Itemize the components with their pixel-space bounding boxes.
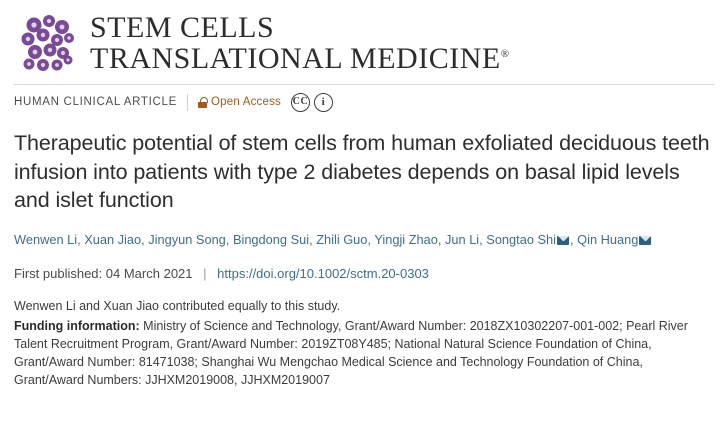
author-name[interactable]: Jingyun Song bbox=[148, 231, 226, 247]
envelope-icon[interactable] bbox=[557, 236, 569, 245]
author-name[interactable]: Qin Huang bbox=[577, 231, 639, 247]
doi-link[interactable]: https://doi.org/10.1002/sctm.20-0303 bbox=[217, 265, 429, 281]
open-access-label: Open Access bbox=[211, 96, 281, 108]
creative-commons-by-icon[interactable]: i bbox=[314, 93, 333, 112]
creative-commons-icon[interactable]: CC bbox=[291, 93, 310, 112]
journal-title-line1: STEM CELLS bbox=[90, 11, 275, 45]
author-name[interactable]: Zhili Guo bbox=[316, 231, 368, 247]
funding-information bbox=[14, 318, 714, 389]
registered-mark: ® bbox=[500, 48, 510, 60]
license-badges[interactable] bbox=[291, 93, 333, 112]
author-name[interactable]: Yingji Zhao bbox=[374, 231, 438, 247]
pub-separator: | bbox=[203, 265, 207, 281]
funding-text: Ministry of Science and Technology, Grant/Award Number: 2018ZX10302207-001-002; Pearl River Talent Recruitment Program, Grant/Award Number: 2019ZT08Y485; National Natural Science Foundation of China, Grant/Award Number: 81471038; Shanghai Wu Mengchao Medical Science and Technology Foundation of China, Grant/Award Numbers: JJHXM2019008, JJHXM2019007 bbox=[14, 319, 688, 387]
lock-icon bbox=[198, 97, 207, 108]
author-name[interactable]: Songtao Shi bbox=[486, 231, 557, 247]
author-list: Wenwen Li, Xuan Jiao, Jingyun Song, Bingdong Sui, Zhili Guo, Yingji Zhao, Jun Li, Songtao Shi , Qin Huang bbox=[14, 230, 714, 250]
open-access-badge[interactable] bbox=[198, 96, 281, 108]
author-name[interactable]: Wenwen Li bbox=[14, 231, 78, 247]
journal-title-line2: TRANSLATIONAL MEDICINE® bbox=[90, 42, 510, 75]
page-title: Therapeutic potential of stem cells from human exfoliated deciduous teeth infusion into patients with type 2 diabetes depends on basal lipid levels and islet function bbox=[14, 131, 710, 213]
stem-cells-cluster-logo bbox=[18, 13, 80, 75]
article-type-label: HUMAN CLINICAL ARTICLE bbox=[14, 96, 178, 108]
journal-masthead bbox=[14, 0, 714, 78]
first-published-date: 04 March 2021 bbox=[105, 265, 193, 281]
publication-line bbox=[14, 266, 714, 281]
article-notes bbox=[14, 298, 714, 390]
envelope-icon[interactable] bbox=[639, 236, 651, 245]
article-meta-row bbox=[14, 85, 714, 119]
meta-divider bbox=[187, 94, 188, 111]
author-name[interactable]: Xuan Jiao bbox=[84, 231, 142, 247]
equal-contribution-note: Wenwen Li and Xuan Jiao contributed equally to this study. bbox=[14, 298, 341, 313]
author-name[interactable]: Jun Li bbox=[445, 231, 480, 247]
funding-label: Funding information: bbox=[14, 319, 140, 334]
first-published-label: First published: bbox=[14, 265, 103, 281]
journal-title bbox=[90, 13, 509, 74]
author-name[interactable]: Bingdong Sui bbox=[232, 231, 310, 247]
